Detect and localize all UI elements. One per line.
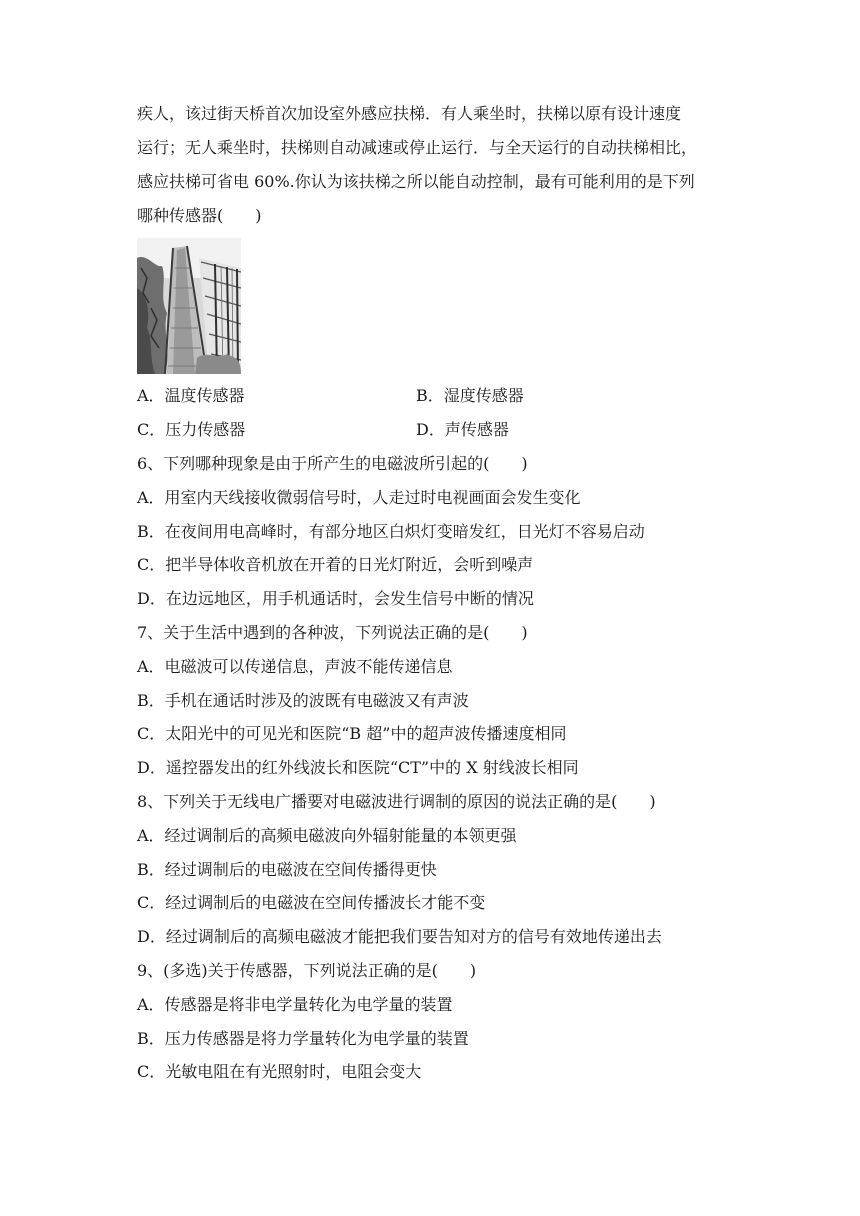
q5-stem-line-3: 感应扶梯可省电 60%.你认为该扶梯之所以能自动控制，最有可能利用的是下列 (137, 172, 695, 191)
q5-option-b: B．湿度传感器 (416, 386, 524, 405)
q8-option-b: B．经过调制后的电磁波在空间传播得更快 (137, 860, 437, 879)
q5-option-a: A．温度传感器 (137, 386, 245, 405)
q6-option-a: A．用室内天线接收微弱信号时，人走过时电视画面会发生变化 (137, 488, 581, 507)
q7-option-d: D．遥控器发出的红外线波长和医院“CT”中的 X 射线波长相同 (137, 758, 579, 777)
q9-stem: 9、(多选)关于传感器，下列说法正确的是( ) (137, 961, 477, 980)
q6-option-c: C．把半导体收音机放在开着的日光灯附近，会听到噪声 (137, 555, 534, 574)
q8-stem: 8、下列关于无线电广播要对电磁波进行调制的原因的说法正确的是( ) (137, 792, 656, 811)
q5-option-d: D．声传感器 (416, 420, 509, 439)
q5-stem-line-2: 运行；无人乘坐时，扶梯则自动减速或停止运行．与全天运行的自动扶梯相比， (137, 138, 698, 157)
q5-stem-line-4: 哪种传感器( ) (137, 206, 262, 225)
q6-stem: 6、下列哪种现象是由于所产生的电磁波所引起的( ) (137, 454, 528, 473)
q9-option-b: B．压力传感器是将力学量转化为电学量的装置 (137, 1029, 469, 1048)
q5-option-c: C．压力传感器 (137, 420, 246, 439)
q6-option-d: D．在边远地区，用手机通话时，会发生信号中断的情况 (137, 589, 534, 608)
escalator-photo (137, 238, 241, 374)
q7-stem: 7、关于生活中遇到的各种波，下列说法正确的是( ) (137, 623, 528, 642)
q7-option-b: B．手机在通话时涉及的波既有电磁波又有声波 (137, 691, 469, 710)
q5-stem-line-1: 疾人，该过街天桥首次加设室外感应扶梯．有人乘坐时，扶梯以原有设计速度 (137, 104, 682, 123)
q7-option-c: C．太阳光中的可见光和医院“B 超”中的超声波传播速度相同 (137, 724, 567, 743)
q7-option-a: A．电磁波可以传递信息，声波不能传递信息 (137, 657, 453, 676)
q8-option-d: D．经过调制后的高频电磁波才能把我们要告知对方的信号有效地传递出去 (137, 927, 662, 946)
q9-option-a: A．传感器是将非电学量转化为电学量的装置 (137, 995, 453, 1014)
q8-option-c: C．经过调制后的电磁波在空间传播波长才能不变 (137, 893, 486, 912)
q8-option-a: A．经过调制后的高频电磁波向外辐射能量的本领更强 (137, 826, 517, 845)
q9-option-c: C．光敏电阻在有光照射时，电阻会变大 (137, 1062, 422, 1081)
q6-option-b: B．在夜间用电高峰时，有部分地区白炽灯变暗发红，日光灯不容易启动 (137, 522, 645, 541)
